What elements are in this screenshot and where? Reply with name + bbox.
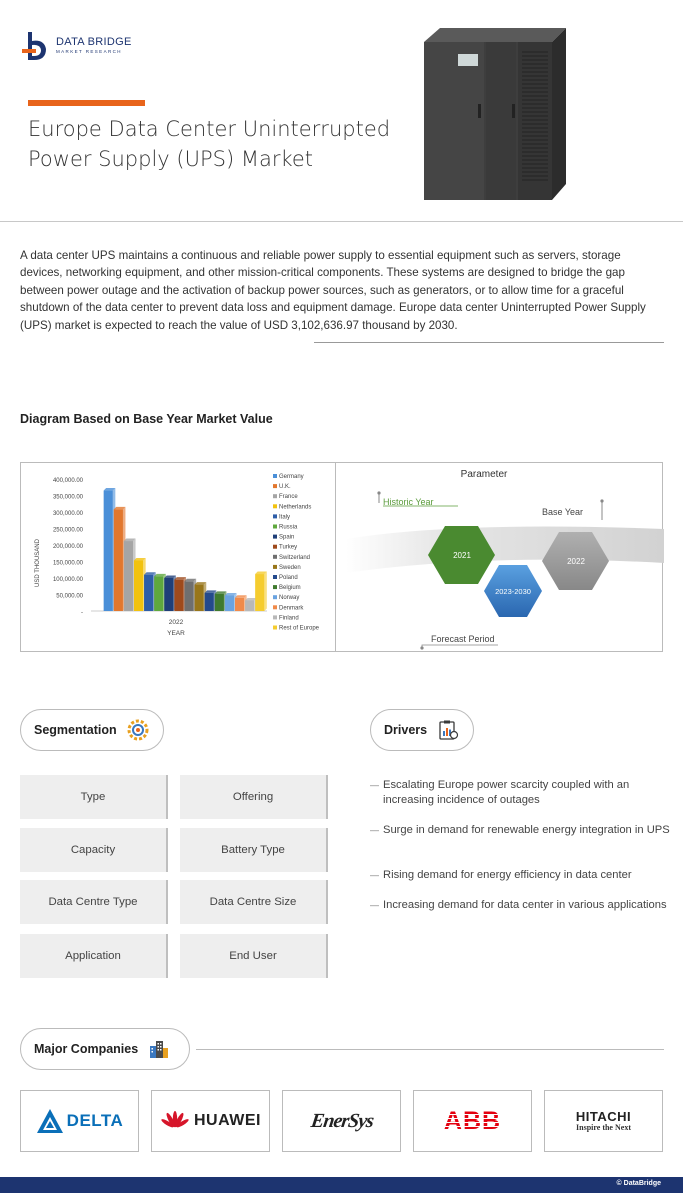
page-title: Europe Data Center Uninterrupted Power Supply (UPS) Market [28, 117, 391, 171]
x-tick-label: 2022 [168, 619, 184, 626]
legend-swatch [273, 555, 277, 559]
legend-label: Belgium [279, 585, 301, 592]
y-tick-label: 150,000.00 [52, 560, 83, 567]
parameter-diagram [336, 463, 664, 653]
parameter-title: Parameter [460, 469, 508, 480]
clipboard-chart-icon [437, 719, 459, 741]
legend-label: Denmark [279, 605, 304, 612]
company-logo-hitachi [544, 1090, 663, 1152]
legend-label: Spain [279, 534, 295, 541]
legend-label: Russia [279, 524, 298, 531]
legend-label: Finland [279, 615, 299, 622]
bar-side [264, 572, 267, 611]
y-tick-label: 200,000.00 [52, 544, 83, 550]
forecast-leader-dot [420, 646, 423, 649]
seg-cell-battery-type: Battery Type [180, 828, 328, 872]
bar-switzerland [184, 581, 193, 611]
bar-spain [164, 578, 173, 611]
bar-turkey [174, 580, 183, 611]
historic-year-label: Historic Year [383, 497, 434, 507]
seg-cell-data-centre-size: Data Centre Size [180, 880, 328, 924]
legend-swatch [273, 494, 277, 498]
major-companies-label: Major Companies [34, 1042, 139, 1056]
ups-cabinet-image [418, 24, 578, 202]
driver-item: — Increasing demand for data center in various applications [370, 898, 670, 913]
legend-label: France [279, 494, 298, 501]
legend-swatch [273, 535, 277, 539]
legend-label: Netherlands [279, 504, 312, 511]
x-axis-label: YEAR [167, 630, 185, 637]
seg-cell-end-user: End User [180, 934, 328, 978]
legend-swatch [273, 545, 277, 549]
y-axis-label: USD THOUSAND [35, 539, 41, 587]
legend-label: U.K. [279, 484, 291, 491]
gear-icon [127, 719, 149, 741]
major-companies-pill [20, 1028, 190, 1070]
historic-leader-dot [377, 491, 380, 494]
driver-item: — Surge in demand for renewable energy integration in UPS [370, 823, 670, 838]
legend-label: Sweden [279, 564, 301, 571]
intro-paragraph: A data center UPS maintains a continuous and reliable power supply to essential equipment such as servers, storage devices, networking equipment, and other mission-critical components. These systems are designed to bridge the gap between power outage and the activation of backup power sources, such as generators, or to allow time for a graceful shutdown of the data center to prevent data loss and equipment damage. Europe data center Uninterrupted Power Supply (UPS) market is expected to reach the value of USD 3,102,636.97 thousand by 2030. [20, 249, 646, 332]
y-tick-label: 400,000.00 [52, 478, 83, 484]
diagram-box [20, 462, 663, 652]
databridge-logo-icon [22, 30, 52, 62]
bar-norway [225, 595, 234, 611]
legend-swatch [273, 626, 277, 630]
y-tick-label: 350,000.00 [52, 494, 83, 501]
y-tick-label: 300,000.00 [52, 511, 83, 517]
bar-italy [144, 575, 153, 611]
bar-russia [154, 576, 163, 611]
legend-swatch [273, 595, 277, 599]
hex-historic-label: 2021 [453, 551, 471, 560]
bar-poland [205, 593, 214, 611]
legend-swatch [273, 474, 277, 478]
legend-swatch [273, 615, 277, 619]
legend-label: Turkey [279, 544, 298, 551]
huawei-logo-text: HUAWEI [194, 1112, 261, 1129]
buildings-icon [148, 1038, 170, 1060]
accent-bar [28, 100, 145, 106]
legend-swatch [273, 575, 277, 579]
bar-finland [245, 600, 254, 611]
legend-swatch [273, 484, 277, 488]
legend-label: Germany [279, 474, 304, 480]
company-logo-huawei [151, 1090, 270, 1152]
seg-cell-application: Application [20, 934, 168, 978]
legend-label: Italy [279, 514, 291, 521]
company-logo-enersys [282, 1090, 401, 1152]
segmentation-label: Segmentation [34, 723, 117, 737]
company-logo-delta [20, 1090, 139, 1152]
forecast-leader-line [422, 645, 498, 648]
bar-netherlands [134, 561, 143, 611]
enersys-logo-icon: EnerSys [309, 1109, 375, 1132]
hex-forecast-label: 2023-2030 [495, 587, 531, 596]
delta-logo-icon [36, 1108, 64, 1134]
driver-item: — Rising demand for energy efficiency in data center [370, 868, 670, 883]
hitachi-logo-icon: HITACHI [575, 1108, 632, 1124]
y-tick-label: 250,000.00 [52, 527, 83, 534]
huawei-logo-icon [160, 1110, 190, 1132]
diagram-section-title: Diagram Based on Base Year Market Value [20, 412, 273, 426]
footer-bar [0, 1177, 683, 1193]
drivers-pill [370, 709, 474, 751]
bar-france [124, 541, 133, 611]
legend-label: Rest of Europe [279, 625, 320, 632]
bar-belgium [215, 594, 224, 611]
brand-name: DATA BRIDGE [56, 36, 132, 49]
legend-swatch [273, 525, 277, 529]
bar-sweden [195, 585, 204, 611]
bar-rest-of-europe [255, 574, 264, 611]
brand-tagline: MARKET RESEARCH [56, 49, 122, 55]
bar-denmark [235, 598, 244, 611]
seg-cell-type: Type [20, 775, 168, 819]
abb-logo-icon: ABB [443, 1106, 502, 1135]
bar-germany [104, 491, 113, 611]
market-bar-chart [21, 463, 335, 653]
base-year-label: Base Year [542, 507, 584, 517]
forecast-period-label: Forecast Period [431, 634, 495, 644]
y-tick-label: - [81, 610, 83, 616]
seg-cell-capacity: Capacity [20, 828, 168, 872]
base-leader-dot [600, 499, 603, 502]
delta-logo-text: DELTA [66, 1111, 124, 1130]
seg-cell-offering: Offering [180, 775, 328, 819]
legend-label: Poland [279, 575, 298, 581]
legend-swatch [273, 585, 277, 589]
footer-copyright: © DataBridge [616, 1180, 661, 1187]
y-tick-label: 50,000.00 [56, 593, 83, 600]
intro-divider [314, 342, 664, 343]
hex-base-label: 2022 [567, 557, 585, 566]
legend-swatch [273, 504, 277, 508]
legend-swatch [273, 605, 277, 609]
seg-cell-data-centre-type: Data Centre Type [20, 880, 168, 924]
companies-divider [196, 1049, 664, 1050]
legend-label: Switzerland [279, 554, 311, 561]
legend-swatch [273, 514, 277, 518]
company-logo-abb [413, 1090, 532, 1152]
y-tick-label: 100,000.00 [52, 577, 83, 583]
brand-logo [22, 30, 132, 62]
legend-label: Norway [279, 595, 300, 602]
driver-item: — Escalating Europe power scarcity coupled with an increasing incidence of outages [370, 778, 670, 808]
drivers-label: Drivers [384, 723, 428, 737]
segmentation-pill [20, 709, 164, 751]
hitachi-tagline: Inspire the Next [576, 1122, 631, 1132]
header-divider [0, 221, 683, 222]
bar-u-k- [114, 509, 123, 611]
legend-swatch [273, 565, 277, 569]
